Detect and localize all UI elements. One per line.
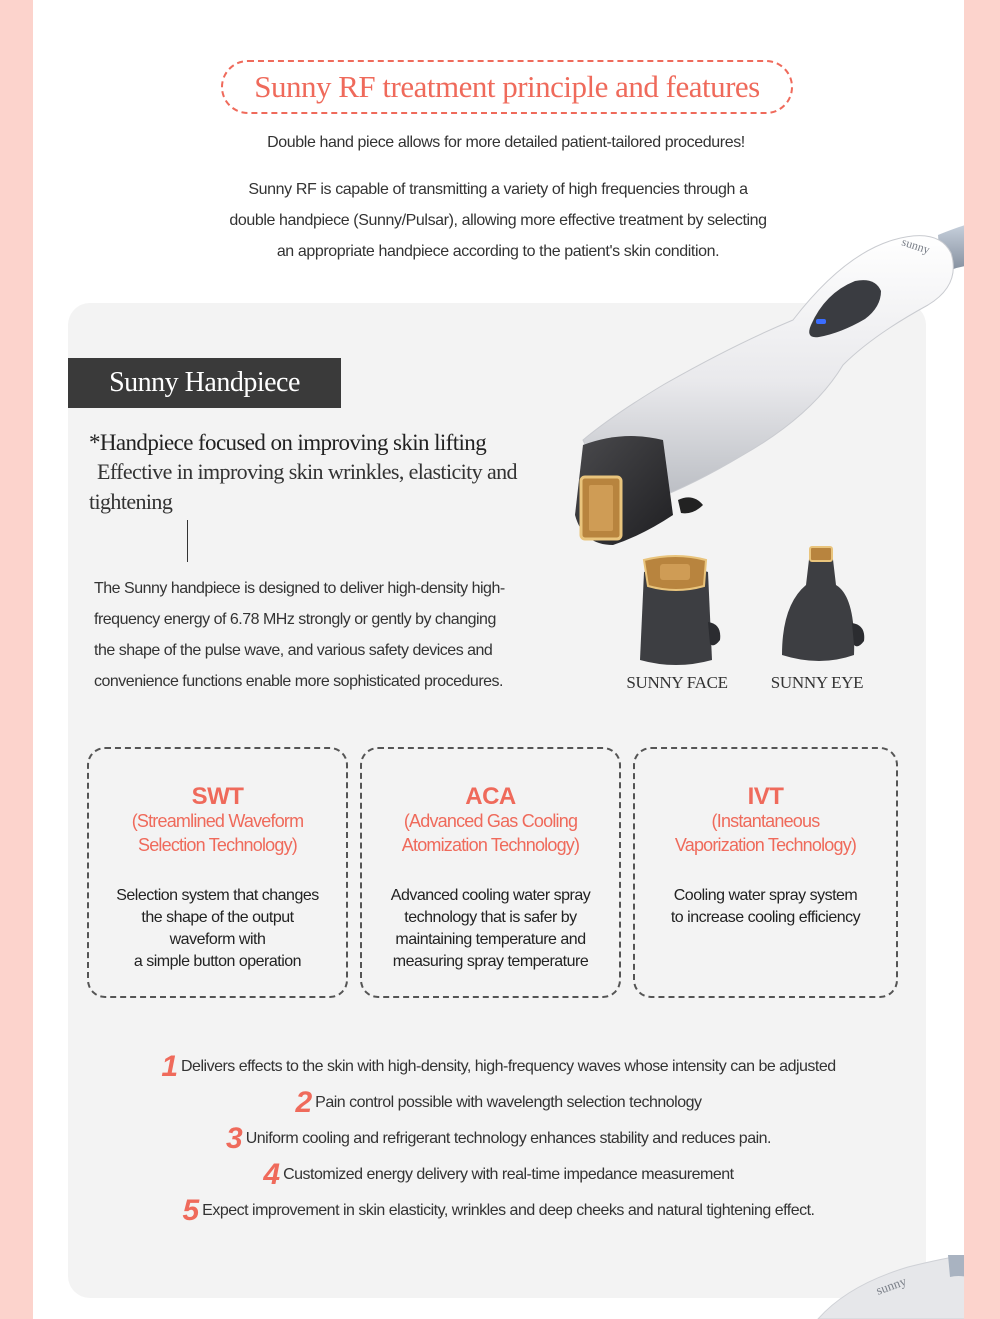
tech-subtitle — [99, 809, 336, 857]
feature-text: Delivers effects to the skin with high-density, high-frequency waves whose intensity can be adjusted — [181, 1058, 836, 1075]
tech-title: IVT — [747, 783, 784, 810]
tech-title: SWT — [191, 783, 244, 810]
feature-text: Expect improvement in skin elasticity, wrinkles and deep cheeks and natural tightening effect. — [202, 1202, 815, 1219]
description-line: frequency energy of 6.78 MHz strongly or gently by changing — [94, 611, 496, 628]
subtitle: Double hand piece allows for more detailed patient-tailored procedures! — [267, 134, 745, 151]
tech-desc-line: waveform with — [169, 931, 266, 948]
sunny-face-label: SUNNY FACE — [626, 673, 728, 692]
tech-desc-line: to increase cooling efficiency — [670, 909, 861, 926]
feature-text: Pain control possible with wavelength selection technology — [315, 1094, 702, 1111]
feature-item-2 — [33, 1086, 964, 1120]
tech-desc-line: Cooling water spray system — [673, 887, 858, 904]
tech-subtitle-line: (Instantaneous — [711, 811, 820, 831]
tech-subtitle-line: Vaporization Technology) — [674, 835, 857, 855]
page — [33, 0, 964, 1319]
brand-logo-text: sunny — [873, 1273, 909, 1298]
handpiece-device-image — [543, 215, 964, 555]
tech-desc-line: technology that is safer by — [404, 909, 577, 926]
description-line: the shape of the pulse wave, and various safety devices and — [94, 642, 493, 659]
feature-item-1 — [33, 1050, 964, 1084]
tech-title: ACA — [465, 783, 516, 810]
feature-item-3 — [33, 1122, 964, 1156]
tech-desc-line: measuring spray temperature — [392, 953, 589, 970]
tech-desc-line: maintaining temperature and — [395, 931, 586, 948]
focus-subtitle: Effective in improving skin wrinkles, elasticity and tightening — [89, 459, 517, 514]
description-line: The Sunny handpiece is designed to deliver high-density high- — [94, 580, 505, 597]
handpiece-description — [94, 573, 534, 697]
focus-title: *Handpiece focused on improving skin lifting — [89, 430, 487, 455]
tech-desc-line: Advanced cooling water spray — [390, 887, 591, 904]
tech-desc-line: the shape of the output — [141, 909, 294, 926]
feature-number: 2 — [295, 1086, 313, 1119]
section-title: Sunny RF treatment principle and features — [221, 60, 793, 114]
sunny-face-tip-image — [626, 552, 726, 672]
feature-number: 1 — [161, 1050, 178, 1083]
divider-line — [187, 520, 188, 562]
tech-desc-line: Selection system that changes — [116, 887, 319, 904]
feature-number: 4 — [263, 1158, 281, 1191]
tech-card-swt — [87, 747, 348, 998]
feature-number: 3 — [226, 1122, 243, 1155]
handpiece-corner-image — [808, 1255, 964, 1319]
sunny-eye-label: SUNNY EYE — [770, 673, 864, 692]
tech-subtitle — [372, 809, 609, 857]
tech-description — [645, 885, 886, 929]
intro-line: double handpiece (Sunny/Pulsar), allowing more effective treatment by selecting — [229, 212, 767, 229]
intro-line: an appropriate handpiece according to the patient's skin condition. — [276, 243, 720, 260]
handpiece-tag: Sunny Handpiece — [68, 358, 341, 408]
feature-text: Uniform cooling and refrigerant technology enhances stability and reduces pain. — [245, 1130, 771, 1147]
tech-subtitle — [645, 809, 886, 857]
tech-subtitle-line: Atomization Technology) — [401, 835, 580, 855]
tech-subtitle-line: (Streamlined Waveform — [131, 811, 304, 831]
feature-item-4 — [33, 1158, 964, 1192]
brand-logo-text: sunny — [900, 234, 932, 257]
description-line: convenience functions enable more sophisticated procedures. — [94, 673, 503, 690]
tech-card-aca — [360, 747, 621, 998]
feature-text: Customized energy delivery with real-time impedance measurement — [283, 1166, 734, 1183]
tech-subtitle-line: (Advanced Gas Cooling — [403, 811, 578, 831]
feature-number: 5 — [182, 1194, 200, 1227]
tech-subtitle-line: Selection Technology) — [138, 835, 297, 855]
tech-description — [99, 885, 336, 973]
feature-item-5 — [33, 1194, 964, 1228]
tech-desc-line: a simple button operation — [133, 953, 302, 970]
intro-line: Sunny RF is capable of transmitting a variety of high frequencies through a — [248, 181, 748, 198]
tech-card-ivt — [633, 747, 898, 998]
sunny-eye-tip-image — [770, 545, 870, 667]
tech-description — [372, 885, 609, 973]
